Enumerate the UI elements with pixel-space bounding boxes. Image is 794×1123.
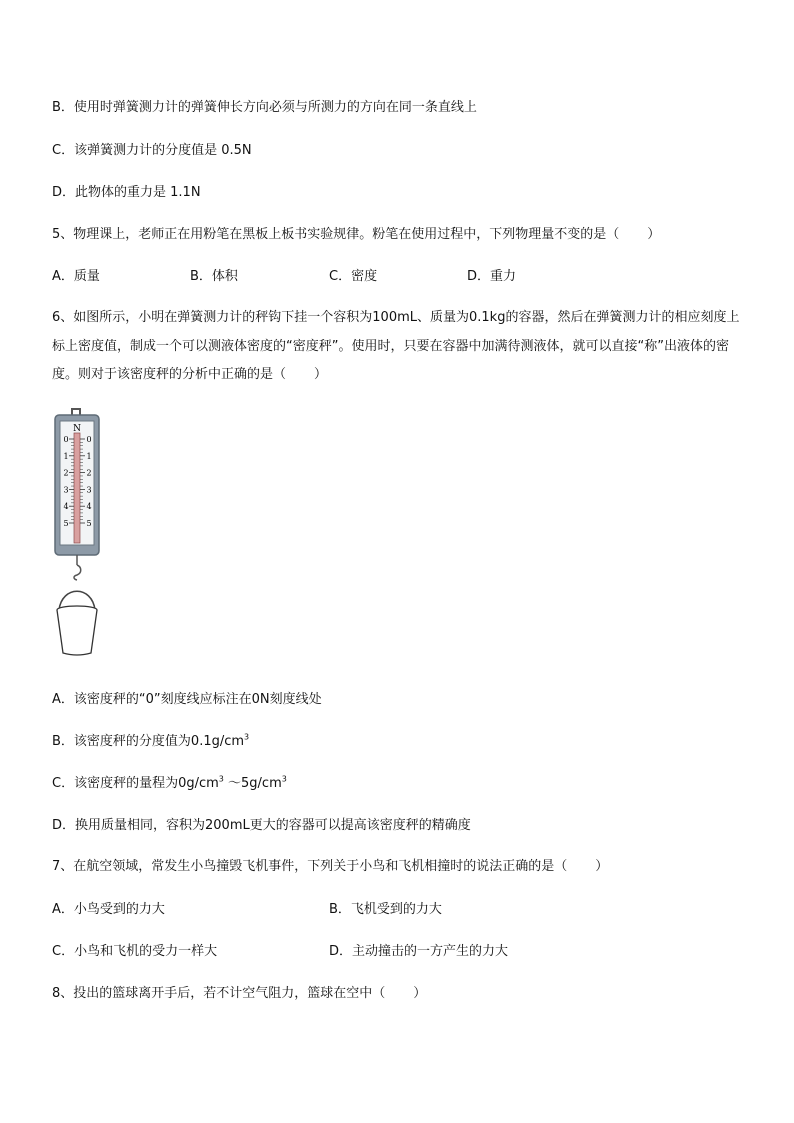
q5-stem bbox=[52, 225, 660, 245]
q8-stem bbox=[52, 984, 426, 1004]
q5-option-a: A．质量 bbox=[52, 269, 100, 284]
q5-option-b: B．体积 bbox=[190, 269, 238, 284]
scale-label: 4 bbox=[86, 502, 92, 512]
q7-stem-text: 7、在航空领域，常发生小鸟撞毁飞机事件，下列关于小鸟和飞机相撞时的说法正确的是（ bbox=[52, 859, 568, 874]
q7-option-d: D．主动撞击的一方产生的力大 bbox=[329, 944, 509, 959]
q4-option-d: D．此物体的重力是 1.1N bbox=[52, 185, 201, 200]
q7-stem bbox=[52, 857, 608, 877]
spring-scale-figure bbox=[52, 405, 112, 667]
q7-stem-end: ） bbox=[595, 859, 609, 874]
scale-label: 3 bbox=[63, 485, 69, 495]
q5-option-c: C．密度 bbox=[329, 269, 378, 284]
q6-option-c-mid: ～5g/cm bbox=[223, 776, 282, 791]
scale-label: 2 bbox=[63, 468, 69, 478]
scale-label: 3 bbox=[86, 485, 92, 495]
q6-stem-end: ） bbox=[314, 367, 328, 382]
bottom-hook-icon bbox=[74, 565, 81, 580]
unit-label: N bbox=[73, 424, 81, 434]
scale-label: 1 bbox=[63, 451, 69, 461]
q6-option-b-text: B．该密度秤的分度值为0.1g/cm bbox=[52, 734, 245, 749]
q6-option-c-sup2: 3 bbox=[281, 774, 287, 784]
q4-option-c: C．该弹簧测力计的分度值是 0.5N bbox=[52, 143, 252, 158]
q6-stem-text: 6、如图所示，小明在弹簧测力计的秤钩下挂一个容积为100mL、质量为0.1kg的容器，然后在弹簧测力计的相应刻度上标上密度值，制成一个可以测液体密度的“密度秤”。使用时，只要在容器中加满待测液体，就可以直接“称”出液体的密度。则对于该密度秤的分析中正确的是（ bbox=[52, 310, 740, 382]
scale-label: 0 bbox=[63, 435, 69, 444]
q5-stem-end: ） bbox=[647, 227, 661, 242]
spring-tube bbox=[74, 433, 80, 543]
q6-option-c bbox=[52, 774, 287, 794]
q7-option-a: A．小鸟受到的力大 bbox=[52, 902, 165, 917]
scale-label: 0 bbox=[86, 435, 92, 444]
scale-label: 1 bbox=[86, 451, 92, 461]
q6-stem bbox=[52, 304, 752, 390]
scale-label: 5 bbox=[86, 519, 92, 528]
q6-option-c-sup1: 3 bbox=[218, 774, 224, 784]
q6-option-b-sup: 3 bbox=[244, 732, 250, 742]
q4-option-b: B．使用时弹簧测力计的弹簧伸长方向必须与所测力的方向在同一条直线上 bbox=[52, 100, 477, 115]
q6-option-a: A．该密度秤的“0”刻度线应标注在0N刻度线处 bbox=[52, 692, 322, 707]
q6-option-b bbox=[52, 732, 249, 752]
q5-option-d: D．重力 bbox=[467, 269, 517, 284]
scale-label: 4 bbox=[63, 502, 69, 512]
q8-stem-text: 8、投出的篮球离开手后，若不计空气阻力，篮球在空中（ bbox=[52, 986, 386, 1001]
q8-stem-end: ） bbox=[413, 986, 427, 1001]
q6-option-c-pre: C．该密度秤的量程为0g/cm bbox=[52, 776, 219, 791]
scale-label: 2 bbox=[86, 468, 92, 478]
bucket-icon bbox=[57, 610, 97, 655]
q5-stem-text: 5、物理课上，老师正在用粉笔在黑板上板书实验规律。粉笔在使用过程中，下列物理量不变的是（ bbox=[52, 227, 620, 242]
q6-option-d: D．换用质量相同，容积为200mL更大的容器可以提高该密度秤的精确度 bbox=[52, 818, 471, 833]
q7-option-c: C．小鸟和飞机的受力一样大 bbox=[52, 944, 218, 959]
q7-option-b: B．飞机受到的力大 bbox=[329, 902, 442, 917]
scale-label: 5 bbox=[63, 519, 69, 528]
top-hook-icon bbox=[72, 409, 80, 415]
